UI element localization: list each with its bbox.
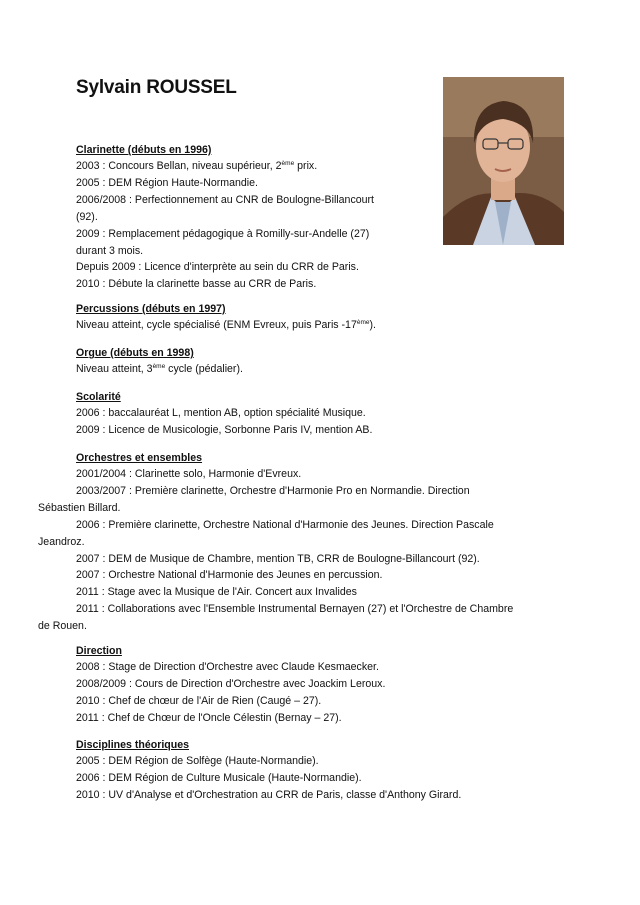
line-text: Depuis 2009 : Licence d'interprète au sein du CRR de Paris. [76,261,359,274]
line-text: 2007 : Orchestre National d'Harmonie des Jeunes en percussion. [76,569,383,582]
line-text-end: cycle (pédalier). [165,363,243,375]
section-title-direction: Direction [76,645,122,657]
line-text: Niveau atteint, cycle spécialisé (ENM Evreux, puis Paris -17 [76,319,357,331]
cv-line [76,243,566,260]
cv-line [76,317,566,334]
section-disciplines [76,737,566,804]
cv-line [76,584,566,601]
line-text: 2005 : DEM Région Haute-Normandie. [76,176,258,189]
line-text: de Rouen. [38,620,87,633]
cv-line [76,175,566,192]
section-title-clarinette: Clarinette (débuts en 1996) [76,144,212,156]
section-title-percussions: Percussions (débuts en 1997) [76,303,226,315]
cv-line [76,259,566,276]
cv-line [76,659,566,676]
cv-line [76,787,566,804]
cv-line [76,567,566,584]
person-name: Sylvain ROUSSEL [76,77,237,98]
section-scolarite [76,389,566,439]
section-title-disciplines: Disciplines théoriques [76,739,190,751]
cv-line [76,276,566,293]
cv-line [76,601,566,618]
line-text: 2011 : Stage avec la Musique de l'Air. Concert aux Invalides [76,586,357,599]
line-text: 2010 : Chef de chœur de l'Air de Rien (Caugé – 27). [76,694,322,707]
cv-line [76,517,566,534]
cv-line [76,192,566,209]
cv-line [76,361,566,378]
line-text: 2006 : baccalauréat L, mention AB, option spécialité Musique. [76,407,366,419]
line-superscript: ème [356,319,370,326]
cv-line [38,500,566,517]
line-text: 2005 : DEM Région de Solfège (Haute-Normandie). [76,755,319,767]
cv-line [38,534,566,551]
line-text: Niveau atteint, 3 [76,363,153,375]
section-clarinette [76,142,566,293]
list-orgue [76,361,566,378]
line-text: 2010 : Débute la clarinette basse au CRR de Paris. [76,278,317,291]
cv-line [76,551,566,568]
line-text: 2006 : DEM Région de Culture Musicale (Haute-Normandie). [76,771,362,784]
line-text: 2001/2004 : Clarinette solo, Harmonie d'Evreux. [76,468,302,480]
line-superscript: ème [281,160,295,167]
line-text: (92). [76,210,98,223]
cv-line [76,466,566,483]
line-text-end: prix. [294,160,318,172]
section-direction [76,643,566,727]
section-orgue [76,345,566,378]
line-text: 2011 : Collaborations avec l'Ensemble Instrumental Bernayen (27) et l'Orchestre de Chambre [76,603,514,616]
line-text: 2010 : UV d'Analyse et d'Orchestration au CRR de Paris, classe d'Anthony Girard. [76,788,462,801]
line-text: durant 3 mois. [76,244,144,257]
list-orchestres [38,466,566,635]
line-text: 2009 : Remplacement pédagogique à Romilly-sur-Andelle (27) [76,227,370,240]
line-text: Jeandroz. [38,535,85,548]
cv-line [76,770,566,787]
cv-line [76,753,566,770]
line-text: 2006/2008 : Perfectionnement au CNR de Boulogne-Billancourt [76,193,374,206]
line-text: 2008/2009 : Cours de Direction d'Orchestre avec Joackim Leroux. [76,677,386,690]
list-disciplines [76,753,566,804]
line-text-end: ). [369,319,376,331]
cv-line [76,693,566,710]
cv-line [76,710,566,727]
list-percussions [76,317,566,334]
section-title-orgue: Orgue (débuts en 1998) [76,347,194,359]
list-clarinette [76,158,566,293]
line-text: 2003/2007 : Première clarinette, Orchestre d'Harmonie Pro en Normandie. Direction [76,484,470,497]
cv-line [76,226,566,243]
line-text: Sébastien Billard. [38,501,121,514]
cv-line [76,676,566,693]
cv-line [76,158,566,175]
line-text: 2009 : Licence de Musicologie, Sorbonne Paris IV, mention AB. [76,423,373,436]
cv-line [76,405,566,422]
cv-line [38,618,566,635]
cv-line [76,422,566,439]
line-text: 2008 : Stage de Direction d'Orchestre avec Claude Kesmaecker. [76,661,379,673]
line-text: 2006 : Première clarinette, Orchestre National d'Harmonie des Jeunes. Direction Pascale [76,518,494,531]
cv-line [76,483,566,500]
section-percussions [76,301,566,334]
section-title-scolarite: Scolarité [76,391,121,403]
line-text: 2003 : Concours Bellan, niveau supérieur, 2 [76,160,282,172]
list-scolarite [76,405,566,439]
section-orchestres [38,450,566,635]
section-title-orchestres: Orchestres et ensembles [76,452,203,464]
line-superscript: ème [152,363,166,370]
list-direction [76,659,566,727]
cv-line [76,209,566,226]
line-text: 2011 : Chef de Chœur de l'Oncle Célestin (Bernay – 27). [76,711,342,724]
line-text: 2007 : DEM de Musique de Chambre, mention TB, CRR de Boulogne-Billancourt (92). [76,552,480,565]
